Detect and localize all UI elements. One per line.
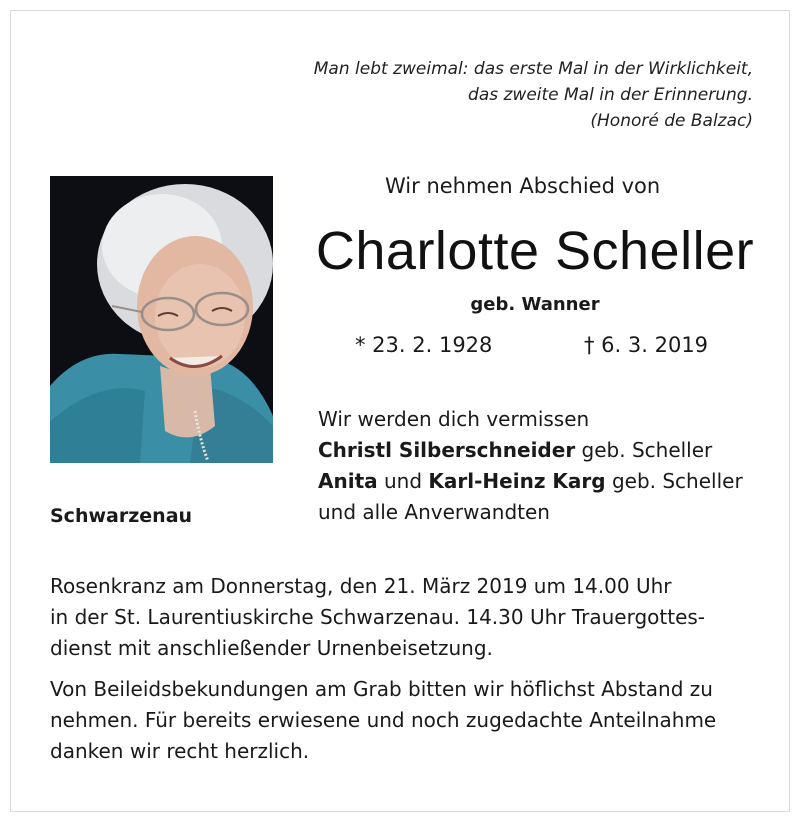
mourners-block: [318, 404, 743, 528]
birth-date: * 23. 2. 1928: [355, 333, 493, 357]
quote-line-2: das zweite Mal in der Erinnerung.: [468, 85, 753, 105]
mourners-intro: Wir werden dich vermissen: [318, 407, 590, 431]
deceased-name: Charlotte Scheller: [315, 221, 755, 281]
notice-line: in der St. Laurentiuskirche Schwarzenau. 14.30 Uhr Trauergottes-: [50, 605, 706, 629]
maiden-name: geb. Wanner: [470, 294, 600, 315]
notice-line: dienst mit anschließender Urnenbeisetzung.: [50, 636, 493, 660]
notice-line: danken wir recht herzlich.: [50, 739, 310, 763]
place-of-residence: Schwarzenau: [50, 505, 193, 527]
condolence-paragraph: [50, 674, 760, 767]
portrait-photo: [50, 176, 273, 463]
quote-line-1: Man lebt zweimal: das erste Mal in der Wirklichkeit,: [313, 59, 753, 79]
mourner-line-3: und alle Anverwandten: [318, 500, 550, 524]
notice-line: nehmen. Für bereits erwiesene und noch zugedachte Anteilnahme: [50, 708, 717, 732]
mourner-connector: und: [384, 469, 423, 493]
farewell-intro: Wir nehmen Abschied von: [385, 174, 661, 198]
mourner-suffix: geb. Scheller: [611, 469, 743, 493]
mourner-line-2: [318, 466, 743, 497]
mourner-name: Anita: [318, 469, 378, 493]
mourner-name: Christl Silberschneider: [318, 438, 576, 462]
service-notice: [50, 571, 760, 777]
mourner-line-1: [318, 435, 743, 466]
notice-line: Von Beileidsbekundungen am Grab bitten wir höflichst Abstand zu: [50, 677, 713, 701]
epigraph-quote: [314, 56, 753, 134]
notice-line: Rosenkranz am Donnerstag, den 21. März 2019 um 14.00 Uhr: [50, 574, 672, 598]
mourner-name: Karl-Heinz Karg: [428, 469, 606, 493]
death-date: † 6. 3. 2019: [584, 333, 709, 357]
quote-author: (Honoré de Balzac): [590, 111, 753, 131]
rosary-paragraph: [50, 571, 760, 664]
mourner-suffix: geb. Scheller: [581, 438, 713, 462]
